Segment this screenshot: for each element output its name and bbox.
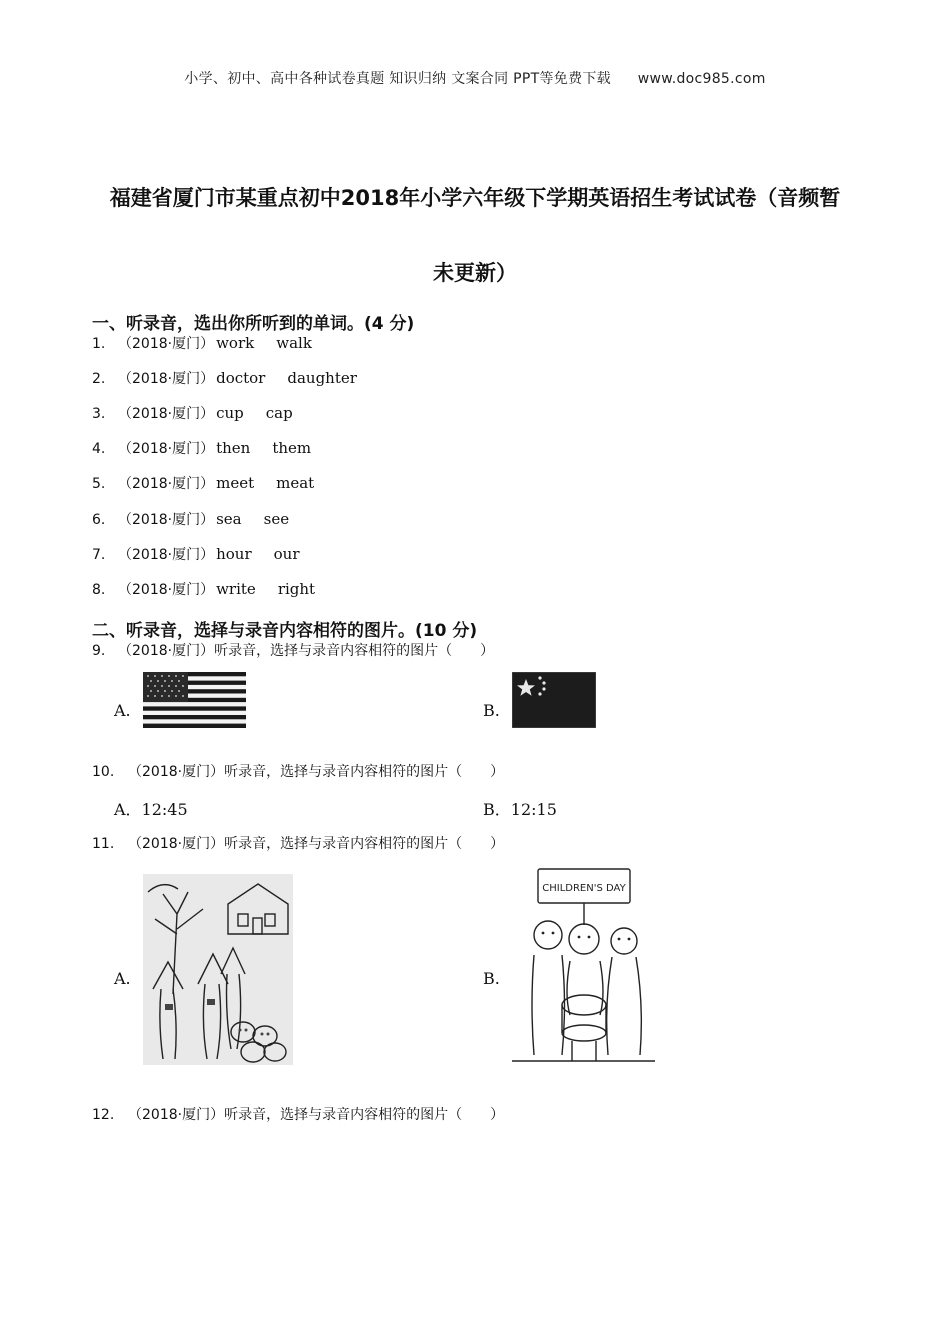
word-option-1: work — [216, 334, 255, 352]
option-b-label[interactable]: B. — [483, 701, 500, 720]
word-option-2: our — [273, 545, 300, 563]
document-title-line1: 福建省厦门市某重点初中2018年小学六年级下学期英语招生考试试卷（音频暂 — [109, 186, 841, 210]
question-item — [92, 368, 357, 388]
question-item — [92, 509, 289, 529]
word-option-1: doctor — [216, 369, 266, 387]
question-number: 10. — [92, 764, 115, 780]
option-a-label[interactable]: A. — [114, 969, 131, 988]
question-number: 2. — [92, 371, 106, 387]
option-b-text[interactable]: B．12:15 — [483, 800, 557, 819]
question-source: （2018·厦门） — [118, 406, 215, 422]
question-number: 9. — [92, 643, 106, 659]
question-item — [92, 544, 300, 564]
word-option-1: hour — [216, 545, 252, 563]
word-option-1: meet — [216, 474, 255, 492]
question-12 — [92, 1104, 504, 1124]
question-item — [92, 333, 312, 353]
question-stem: （2018·厦门）听录音，选择与录音内容相符的图片（ ） — [128, 764, 505, 780]
word-option-1: sea — [216, 510, 242, 528]
question-stem: （2018·厦门）听录音，选择与录音内容相符的图片（ ） — [118, 643, 495, 659]
question-stem: （2018·厦门）听录音，选择与录音内容相符的图片（ ） — [128, 1107, 505, 1123]
question-number: 4. — [92, 441, 106, 457]
question-11 — [92, 833, 504, 853]
section2-heading: 二、听录音，选择与录音内容相符的图片。(10 分) — [92, 621, 478, 641]
word-option-2: right — [277, 580, 316, 598]
question-item — [92, 579, 315, 599]
word-option-2: them — [272, 439, 312, 457]
word-option-2: walk — [276, 334, 312, 352]
sign-text: CHILDREN'S DAY — [542, 883, 626, 894]
word-option-1: then — [216, 439, 251, 457]
question-source: （2018·厦门） — [118, 476, 215, 492]
option-b-label[interactable]: B. — [483, 969, 500, 988]
question-number: 7. — [92, 547, 106, 563]
header-url[interactable]: www.doc985.com — [637, 71, 766, 87]
question-item — [92, 473, 314, 493]
option-a-label[interactable]: A. — [114, 701, 131, 720]
word-option-1: cup — [216, 404, 244, 422]
question-item — [92, 438, 311, 458]
question-source: （2018·厦门） — [118, 582, 215, 598]
question-source: （2018·厦门） — [118, 547, 215, 563]
question-number: 5. — [92, 476, 106, 492]
word-option-2: see — [263, 510, 290, 528]
question-10 — [92, 761, 504, 781]
question-stem: （2018·厦门）听录音，选择与录音内容相符的图片（ ） — [128, 836, 505, 852]
question-9 — [92, 640, 494, 660]
question-source: （2018·厦门） — [118, 371, 215, 387]
header-text: 小学、初中、高中各种试卷真题 知识归纳 文案合同 PPT等免费下载 — [184, 71, 611, 87]
question-number: 3. — [92, 406, 106, 422]
china-flag-icon[interactable] — [512, 672, 596, 728]
question-number: 1. — [92, 336, 106, 352]
question-number: 6. — [92, 512, 106, 528]
question-source: （2018·厦门） — [118, 441, 215, 457]
word-option-1: write — [216, 580, 256, 598]
option-a-text[interactable]: A．12:45 — [114, 800, 188, 819]
section1-heading: 一、听录音，选出你所听到的单词。(4 分) — [92, 314, 415, 334]
page-header — [0, 68, 950, 88]
childrens-day-illustration[interactable] — [512, 865, 655, 1065]
word-option-2: daughter — [287, 369, 357, 387]
usa-flag-icon[interactable] — [143, 672, 246, 728]
question-source: （2018·厦门） — [118, 512, 215, 528]
question-number: 12. — [92, 1107, 115, 1123]
word-option-2: meat — [276, 474, 315, 492]
halloween-scene-illustration[interactable] — [143, 874, 293, 1065]
word-option-2: cap — [265, 404, 293, 422]
question-source: （2018·厦门） — [118, 336, 215, 352]
question-item — [92, 403, 293, 423]
question-number: 8. — [92, 582, 106, 598]
question-number: 11. — [92, 836, 115, 852]
document-title-line2: 未更新） — [433, 261, 517, 285]
